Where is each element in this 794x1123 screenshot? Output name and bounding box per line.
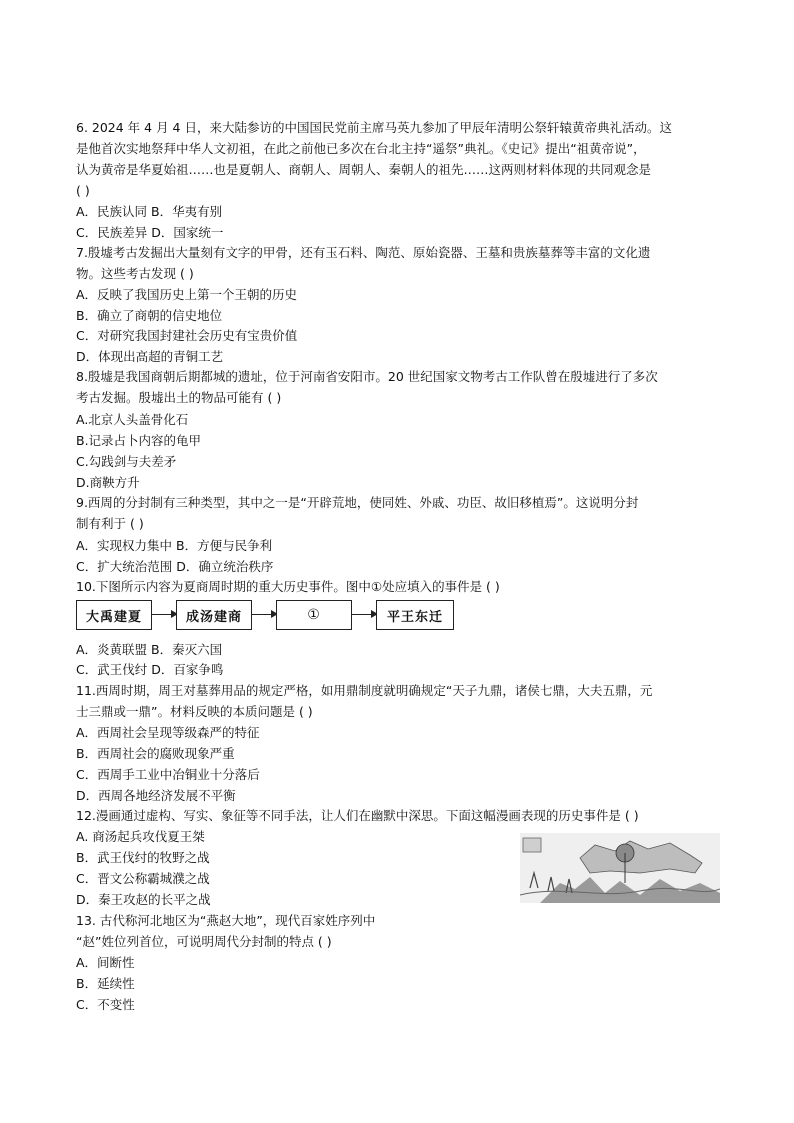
q6-option-cd: C．民族差异 D．国家统一 [76,225,224,240]
q13-stem-line-1: 13. 古代称河北地区为“燕赵大地”，现代百家姓序列中 [76,913,376,928]
flow-arrow-1 [152,614,176,615]
q7-stem-line-1: 7.殷墟考古发掘出大量刻有文字的甲骨，还有玉石料、陶范、原始瓷器、王墓和贵族墓葬等丰富的文化遗 [76,245,651,260]
q12-stem: 12.漫画通过虚构、写实、象征等不同手法，让人们在幽默中深思。下面这幅漫画表现的历史事件是 ( ) [76,808,639,823]
q10-option-cd: C．武王伐纣 D．百家争鸣 [76,662,224,677]
q12-option-c: C．晋文公称霸城濮之战 [76,871,210,886]
q6-option-ab: A．民族认同 B．华夷有别 [76,204,223,219]
q13-option-b: B．延续性 [76,976,135,991]
q11-stem-line-2: 士三鼎或一鼎”。材料反映的本质问题是 ( ) [76,704,313,719]
q12-option-a: A. 商汤起兵攻伐夏王桀 [76,829,205,844]
q6-stem-line-1: 6. 2024 年 4 月 4 日，来大陆参访的中国国民党前主席马英九参加了甲辰年清明公祭轩辕黄帝典礼活动。这 [76,120,672,135]
q6-stem-line-3: 认为黄帝是华夏始祖……也是夏朝人、商朝人、周朝人、秦朝人的祖先……这两则材料体现的共同观念是 [76,162,652,177]
cartoon-drawing [520,833,720,903]
q13-option-c: C．不变性 [76,997,135,1012]
q7-option-a: A．反映了我国历史上第一个王朝的历史 [76,287,298,302]
q11-option-a: A．西周社会呈现等级森严的特征 [76,725,260,740]
flow-box-xia: 大禹建夏 [76,600,152,630]
q9-option-cd: C．扩大统治范围 D．确立统治秩序 [76,559,274,574]
q7-stem-line-2: 物。这些考古发现 ( ) [76,266,194,281]
q8-option-d: D.商鞅方升 [76,475,140,490]
flow-arrow-3 [352,614,376,615]
q9-stem-line-1: 9.西周的分封制有三种类型，其中之一是“开辟荒地，使同姓、外戚、功臣、故旧移植焉”。这说明分封 [76,495,639,510]
q9-stem-line-2: 制有利于 ( ) [76,516,144,531]
flow-box-zhou: 平王东迁 [376,600,454,630]
q7-option-c: C．对研究我国封建社会历史有宝贵价值 [76,328,298,343]
q13-option-a: A．间断性 [76,955,135,970]
q7-option-b: B．确立了商朝的信史地位 [76,308,223,323]
q6-stem-line-2: 是他首次实地祭拜中华人文初祖，在此之前他已多次在台北主持“遥祭”典礼。《史记》提出“祖黄帝说”， [76,141,646,156]
q6-answer-bracket: ( ) [76,183,90,198]
q8-stem-line-2: 考古发掘。殷墟出土的物品可能有 ( ) [76,390,282,405]
q7-option-d: D．体现出高超的青铜工艺 [76,349,224,364]
q13-stem-line-2: “赵”姓位列首位，可说明周代分封制的特点 ( ) [76,934,332,949]
q10-stem: 10.下图所示内容为夏商周时期的重大历史事件。图中①处应填入的事件是 ( ) [76,579,500,594]
flow-arrow-2 [252,614,276,615]
battle-cartoon-image [520,833,720,903]
q10-option-ab: A．炎黄联盟 B．秦灭六国 [76,642,223,657]
q11-option-b: B．西周社会的腐败现象严重 [76,746,235,761]
q8-stem-line-1: 8.殷墟是我国商朝后期都城的遗址，位于河南省安阳市。20 世纪国家文物考古工作队曾在殷墟进行了多次 [76,369,658,384]
history-flow-diagram [76,600,456,634]
q11-option-c: C．西周手工业中冶铜业十分落后 [76,767,260,782]
q12-option-d: D．秦王攻赵的长平之战 [76,892,211,907]
q12-option-b: B．武王伐纣的牧野之战 [76,850,210,865]
q9-option-ab: A．实现权力集中 B．方便与民争利 [76,538,273,553]
q8-option-b: B.记录占卜内容的龟甲 [76,433,202,448]
q8-option-c: C.勾践剑与夫差矛 [76,454,177,469]
q8-option-a: A.北京人头盖骨化石 [76,412,189,427]
flow-box-shang: 成汤建商 [176,600,252,630]
q11-option-d: D．西周各地经济发展不平衡 [76,788,236,803]
flow-box-blank: ① [276,600,352,630]
q11-stem-line-1: 11.西周时期，周王对墓葬用品的规定严格，如用鼎制度就明确规定“天子九鼎，诸侯七鼎，大夫五鼎，元 [76,683,653,698]
